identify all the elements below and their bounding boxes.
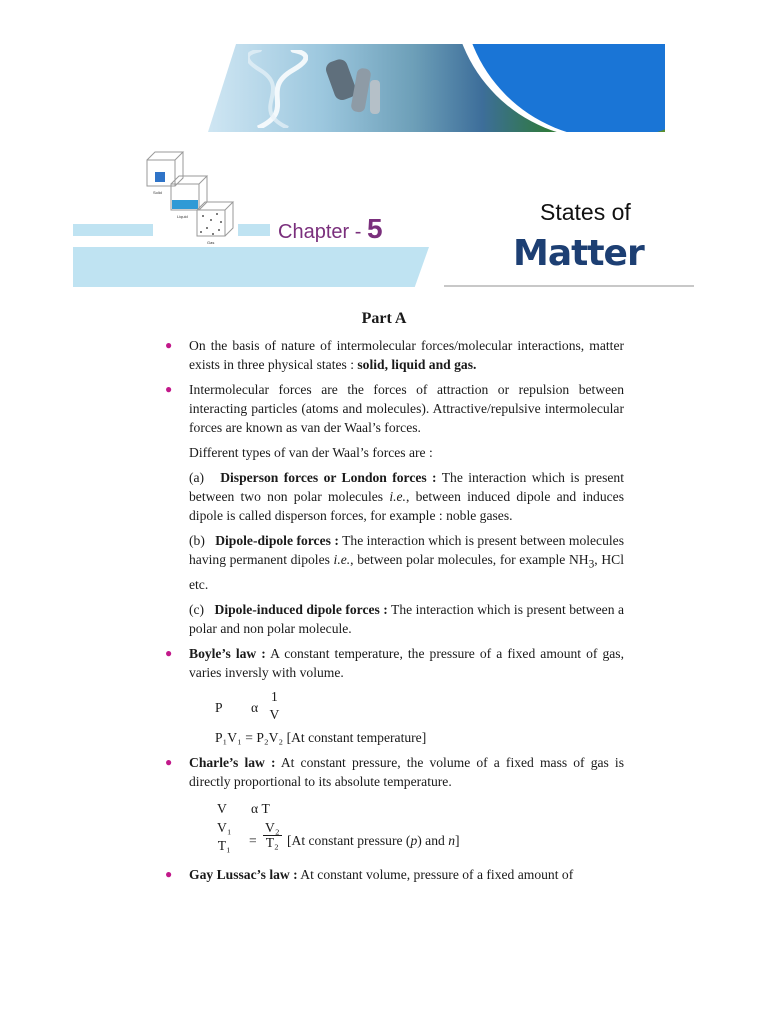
sub-text: The interaction which is present between two non polar molecules — [189, 470, 624, 504]
vdw-type-a — [165, 468, 624, 525]
header-stripe — [73, 224, 153, 236]
eq-var-n: n — [448, 832, 455, 848]
cube-label-liquid: Liquid — [177, 214, 188, 219]
bullet-icon: ● — [165, 645, 173, 660]
sub-label: (a) — [189, 470, 205, 485]
list-item — [165, 644, 624, 682]
charle-equation-1 — [165, 797, 624, 821]
bullet-text: On the basis of nature of intermolecular forces/molecular interactions, matter exists in three physical states : — [189, 338, 624, 372]
bullet-bold: Boyle’s law : — [189, 645, 266, 661]
page-content — [165, 336, 624, 890]
part-title: Part A — [361, 310, 407, 327]
list-item — [165, 336, 624, 374]
eq-fraction — [269, 690, 280, 722]
bullet-icon: ● — [165, 754, 173, 769]
eq-proportional: α T — [251, 800, 270, 816]
cube-label-solid: Solid — [153, 190, 162, 195]
eq-equals: = — [249, 832, 257, 848]
sub-italic: i.e. — [333, 552, 351, 567]
eq-condition-text: [At constant pressure ( — [287, 832, 411, 848]
bullet-text: Intermolecular forces are the forces of attraction or repulsion between interacting particles (atoms and molecules). Attractive/repulsive intermolecular forces are known as van der Waal’s forces. — [189, 382, 624, 435]
sub-text: , between polar molecules, for example NH — [350, 552, 589, 567]
chapter-number: 5 — [366, 213, 383, 244]
subscript: 3 — [588, 558, 595, 571]
cube-label-gas: Gas — [207, 240, 215, 245]
bullet-icon: ● — [165, 866, 173, 881]
header-stripe-band — [73, 247, 429, 287]
eq-condition-text: ] — [455, 832, 460, 848]
bullet-bold: solid, liquid and gas. — [357, 357, 477, 372]
dna-helix-icon — [248, 50, 308, 128]
bullet-text: At constant pressure, the volume of a fixed mass of gas is directly proportional to its absolute temperature. — [189, 754, 624, 789]
sub-bold: Disperson forces or London forces : — [220, 470, 437, 485]
microscope-icon — [320, 50, 390, 128]
header-banner — [208, 44, 665, 132]
eq-var-p: p — [410, 832, 418, 848]
list-item — [165, 865, 624, 884]
bullet-text: A constant temperature, the pressure of a fixed amount of gas, varies inversly with volume. — [189, 645, 624, 680]
sub-bold: Dipole-dipole forces : — [215, 533, 339, 548]
states-cubes-icon — [145, 150, 245, 250]
sub-italic: i.e. — [389, 489, 406, 504]
boyle-equation-1 — [165, 688, 624, 728]
chapter-title-line1: States of — [540, 199, 631, 225]
chapter-label — [278, 213, 383, 245]
bullet-bold: Charle’s law : — [189, 754, 276, 770]
sub-text: The interaction which is present between a polar and non polar molecule. — [189, 601, 624, 636]
sub-label: (c) — [189, 601, 205, 617]
eq-numerator: V₂ — [265, 819, 280, 835]
eq-denominator: V — [269, 706, 280, 722]
vdw-type-b — [165, 531, 624, 594]
eq-fraction — [263, 821, 282, 850]
sub-bold: Dipole-induced dipole forces : — [214, 601, 388, 617]
header-divider — [444, 285, 694, 287]
eq-condition-text: ) and — [417, 832, 449, 848]
bullet-icon: ● — [165, 382, 173, 396]
eq-condition — [287, 831, 460, 850]
eq-text: P₁V₁ = P₂V₂ [At constant temperature] — [215, 729, 427, 745]
charle-equation-2 — [165, 821, 624, 861]
sub-text: , HCl etc. — [189, 552, 624, 592]
eq-denominator: T₂ — [265, 834, 279, 850]
eq-numerator: 1 — [271, 688, 278, 704]
eq-denominator: T₁ — [217, 837, 231, 853]
sub-label: (b) — [189, 533, 205, 548]
bullet-bold: Gay Lussac’s law : — [189, 866, 298, 882]
vdw-type-c — [165, 600, 624, 638]
sub-text: , between induced dipole and induces dipole is called disperson forces, for example : noble gases. — [189, 489, 624, 523]
eq-proportional: α — [251, 699, 259, 715]
boyle-equation-2 — [165, 728, 624, 747]
header-stripe — [238, 224, 270, 236]
chapter-prefix: Chapter - — [278, 221, 362, 243]
eq-fraction — [217, 821, 232, 853]
vdw-intro: Different types of van der Waal’s forces are : — [189, 445, 433, 460]
eq-symbol: P — [215, 699, 223, 715]
sub-text: The interaction which is present between molecules having permanent dipoles — [189, 533, 624, 567]
bullet-icon: ● — [165, 338, 173, 352]
eq-symbol: V — [217, 800, 227, 816]
bullet-text: At constant volume, pressure of a fixed amount of — [297, 866, 574, 882]
list-item — [165, 753, 624, 791]
eq-numerator: V₁ — [217, 819, 232, 835]
list-item — [165, 380, 624, 437]
chapter-title-line2: Matter — [513, 233, 644, 274]
